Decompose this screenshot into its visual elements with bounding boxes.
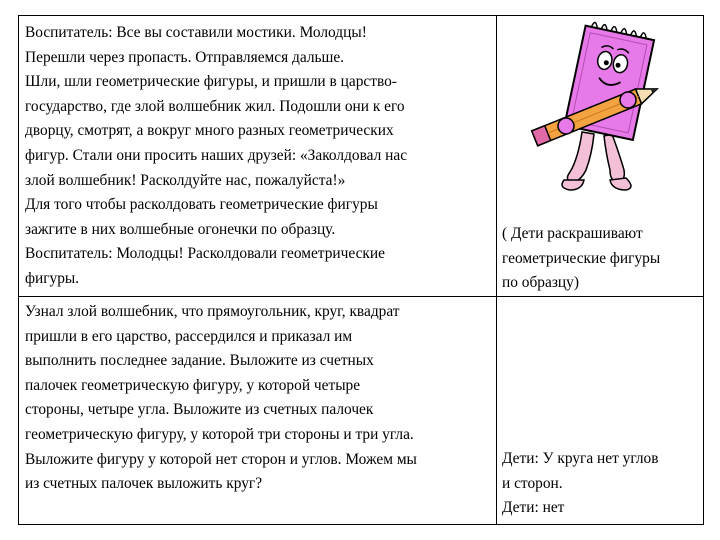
text-line: Для того чтобы расколдовать геометрические фигуры	[25, 196, 378, 214]
column-divider	[496, 16, 497, 524]
notebook-with-pencil-character-icon	[520, 14, 670, 204]
text-line: геометрическую фигуру, у которой три стороны и три угла.	[25, 425, 414, 443]
text-line: ( Дети раскрашивают	[502, 225, 643, 242]
text-line: и сторон.	[502, 474, 563, 492]
row1-children-text	[502, 222, 702, 296]
text-line: геометрические фигуры	[502, 249, 661, 267]
text-line: зажгите в них волшебные огонечки по образцу.	[25, 220, 336, 238]
text-line: злой волшебник! Расколдуйте нас, пожалуйста!»	[25, 171, 346, 189]
row2-teacher-text	[25, 300, 493, 497]
text-line: пришли в его царство, рассердился и приказал им	[25, 327, 353, 345]
text-line: Дети: У круга нет углов	[502, 450, 659, 467]
text-line: палочек геометрическую фигуру, у которой четыре	[25, 376, 361, 394]
text-line: фигуры.	[25, 269, 80, 287]
text-line: Перешли через пропасть. Отправляемся дальше.	[25, 48, 345, 66]
text-line: выполнить последнее задание. Выложите из счетных	[25, 352, 374, 370]
row-divider	[19, 296, 703, 297]
text-line: Дети: нет	[502, 499, 565, 517]
row1-teacher-text	[25, 21, 493, 292]
text-line: дворцу, смотрят, а вокруг много разных геометрических	[25, 122, 394, 140]
text-line: фигур. Стали они просить наших друзей: «Заколдовал нас	[25, 146, 408, 164]
text-line: Шли, шли геометрические фигуры, и пришли в царство-	[25, 73, 397, 91]
text-line: стороны, четыре угла. Выложите из счетных палочек	[25, 401, 374, 419]
text-line: Выложите фигуру у которой нет сторон и углов. Можем мы	[25, 450, 417, 468]
text-line: Воспитатель: Все вы составили мостики. Молодцы!	[25, 24, 367, 41]
text-line: Воспитатель: Молодцы! Расколдовали геометрические	[25, 245, 385, 263]
text-line: государство, где злой волшебник жил. Подошли они к его	[25, 97, 405, 115]
text-line: по образцу)	[502, 274, 579, 292]
text-line: из счетных палочек выложить круг?	[25, 475, 263, 493]
row2-children-text	[502, 447, 702, 521]
text-line: Узнал злой волшебник, что прямоугольник, круг, квадрат	[25, 303, 400, 320]
